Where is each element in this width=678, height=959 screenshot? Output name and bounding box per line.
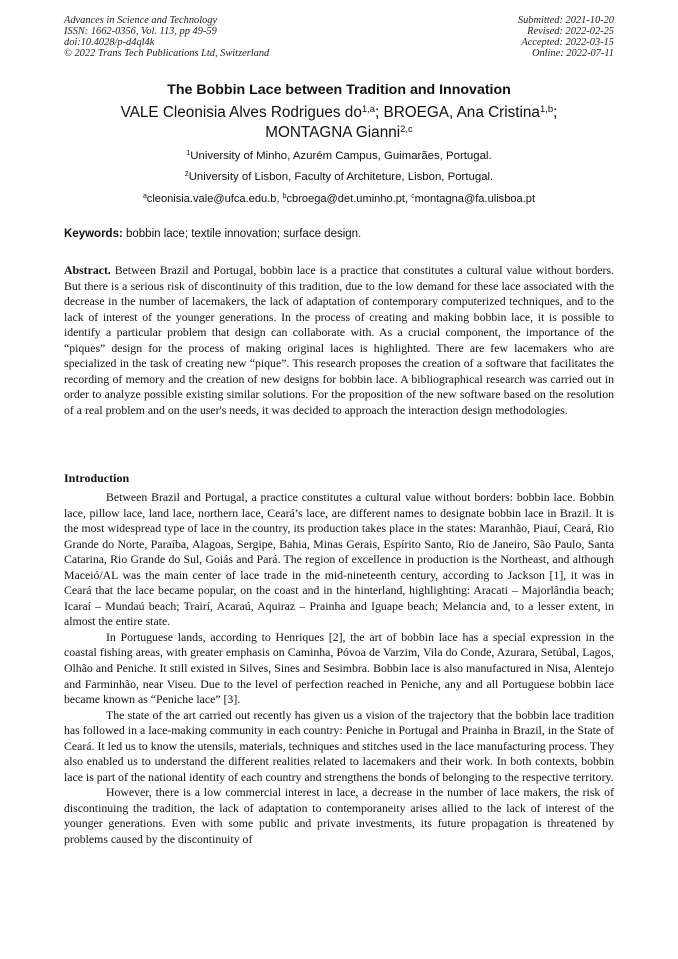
author-name: ; BROEGA, Ana Cristina xyxy=(375,104,540,121)
affiliation-text: University of Lisbon, Faculty of Architeture, Lisbon, Portugal. xyxy=(188,171,494,183)
abstract xyxy=(64,263,614,418)
journal-info xyxy=(64,15,269,59)
author-affiliation-mark: 1,b xyxy=(539,103,554,115)
author-separator: ; xyxy=(553,104,558,121)
introduction-body xyxy=(64,490,614,848)
author-affiliation-mark: 1,a xyxy=(361,103,375,115)
keywords xyxy=(64,228,361,240)
paragraph: The state of the art carried out recently has given us a vision of the trajectory that the bobbin lace tradition has followed in a lace-making community in each country: Peniche in Portugal and Prainha in Brazil, in the State of Ceará. It led us to know the utensils, materials, techniques and stitches used in the lace manufacturing process. They also enabled us to understand the different realities related to lacemakers and their work. In both contexts, bobbin lace is part of the national identity of each country and strengthens the bonds of belonging to the respective territory. xyxy=(64,707,614,784)
keywords-label: Keywords: xyxy=(64,228,123,240)
date-revised: Revised: 2022-02-25 xyxy=(527,26,614,37)
affiliation-mark: 1 xyxy=(186,150,191,158)
email-address: cbroega@det.uminho.pt, xyxy=(286,193,412,205)
paper-title: The Bobbin Lace between Tradition and Innovation xyxy=(167,82,511,98)
publication-dates xyxy=(518,15,614,59)
email-address: cleonisia.vale@ufca.edu.b, xyxy=(146,193,283,205)
affiliation xyxy=(0,171,678,183)
affiliation xyxy=(0,150,678,162)
journal-doi: doi:10.4028/p-d4ql4k xyxy=(64,37,155,48)
date-submitted: Submitted: 2021-10-20 xyxy=(517,15,614,26)
date-accepted: Accepted: 2022-03-15 xyxy=(521,37,614,48)
journal-issn: ISSN: 1662-0356, Vol. 113, pp 49-59 xyxy=(64,26,217,37)
email-address: montagna@fa.ulisboa.pt xyxy=(414,193,536,205)
date-online: Online: 2022-07-11 xyxy=(531,48,614,59)
email-mark: b xyxy=(282,193,287,201)
author-name: MONTAGNA Gianni xyxy=(265,124,401,141)
journal-name: Advances in Science and Technology xyxy=(64,15,218,26)
affiliation-text: University of Minho, Azurém Campus, Guimarães, Portugal. xyxy=(190,150,492,162)
author-name: VALE Cleonisia Alves Rodrigues do xyxy=(120,104,362,121)
keywords-text: bobbin lace; textile innovation; surface design. xyxy=(122,228,362,240)
paragraph: In Portuguese lands, according to Henriques [2], the art of bobbin lace has a special expression in the coastal fishing areas, with greater emphasis on Caminha, Póvoa de Varzim, Vila do Conde, Azurara, Setúbal, Lagos, Olhão and Peniche. It still existed in Silves, Sines and Sesimbra. Bobbin lace is also manufactured in Nisa, Alentejo and Farminhão, near Viseu. Due to the level of perfection reached in Peniche, any and all Portuguese bobbin lace became known as “Peniche lace” [3]. xyxy=(64,629,614,707)
abstract-text: Between Brazil and Portugal, bobbin lace is a practice that constitutes a cultural value without borders. But there is a serious risk of discontinuity of this tradition, due to the low demand for these lace associated with the decrease in the number of lacemakers, the lack of adaptation of contemporary computerized techniques, and to the lack of interest of the younger generations. In the process of creating and making bobbin lace, it is possible to identify a particular problem that design can collaborate with. As a crucial component, the importance of the “piques” design for the process of making original laces is highlighted. There are few lacemakers who are specialized in the task of creating new “pique”. This research proposes the creation of a software that facilitates the recording of memory and the creation of new designs for bobbin lace. A bibliographical research was carried out in order to analyze possible existing similar solutions. For the proposition of the new software based on the resolution of a real problem and on the user's needs, it was decided to approach the interaction design methodologies. xyxy=(64,263,614,417)
author-emails xyxy=(0,193,678,205)
author-affiliation-mark: 2,c xyxy=(400,123,413,135)
paragraph: Between Brazil and Portugal, a practice constitutes a cultural value without borders: bobbin lace. Bobbin lace, pillow lace, land lace, northern lace, Ceará’s lace, are different names to designate bobbin lace in Brazil. It is the most widespread type of lace in the country, its production takes place in the states: Maranhão, Piauí, Ceará, Rio Grande do Norte, Paraíba, Alagoas, Sergipe, Bahia, Minas Gerais, Espírito Santo, Rio de Janeiro, São Paulo, Santa Catarina, Rio Grande do Sul, Goiás and Pará. The region of excellence in production is the Northeast, and although Maceió/AL was the main center of lace trade in the mid-nineteenth century, according to Jackson [1], it was in Ceará that the lace became popular, on the coast and in the hinterland, highlighting: Aracati – Majorlândia beach; Icaraí – Mundaú beach; Trairí, Acaraú, Aquiraz – Prainha and Iguape beach; Melancia and, to a lesser extent, in almost the entire state. xyxy=(64,490,614,629)
abstract-label: Abstract. xyxy=(64,263,111,277)
author-list xyxy=(80,103,598,143)
email-mark: a xyxy=(142,193,147,201)
section-heading: Introduction xyxy=(64,471,130,485)
affiliation-mark: 2 xyxy=(184,171,189,179)
paragraph: However, there is a low commercial interest in lace, a decrease in the number of lace makers, the risk of discontinuing the tradition, the lack of adaptation to contemporaneity arises allied to the lack of interest of the younger generations. Even with some public and private investments, its future propagation is threatened by problems caused by the discontinuity of xyxy=(64,785,614,847)
journal-copyright: © 2022 Trans Tech Publications Ltd, Switzerland xyxy=(64,48,270,59)
email-mark: c xyxy=(411,193,415,201)
